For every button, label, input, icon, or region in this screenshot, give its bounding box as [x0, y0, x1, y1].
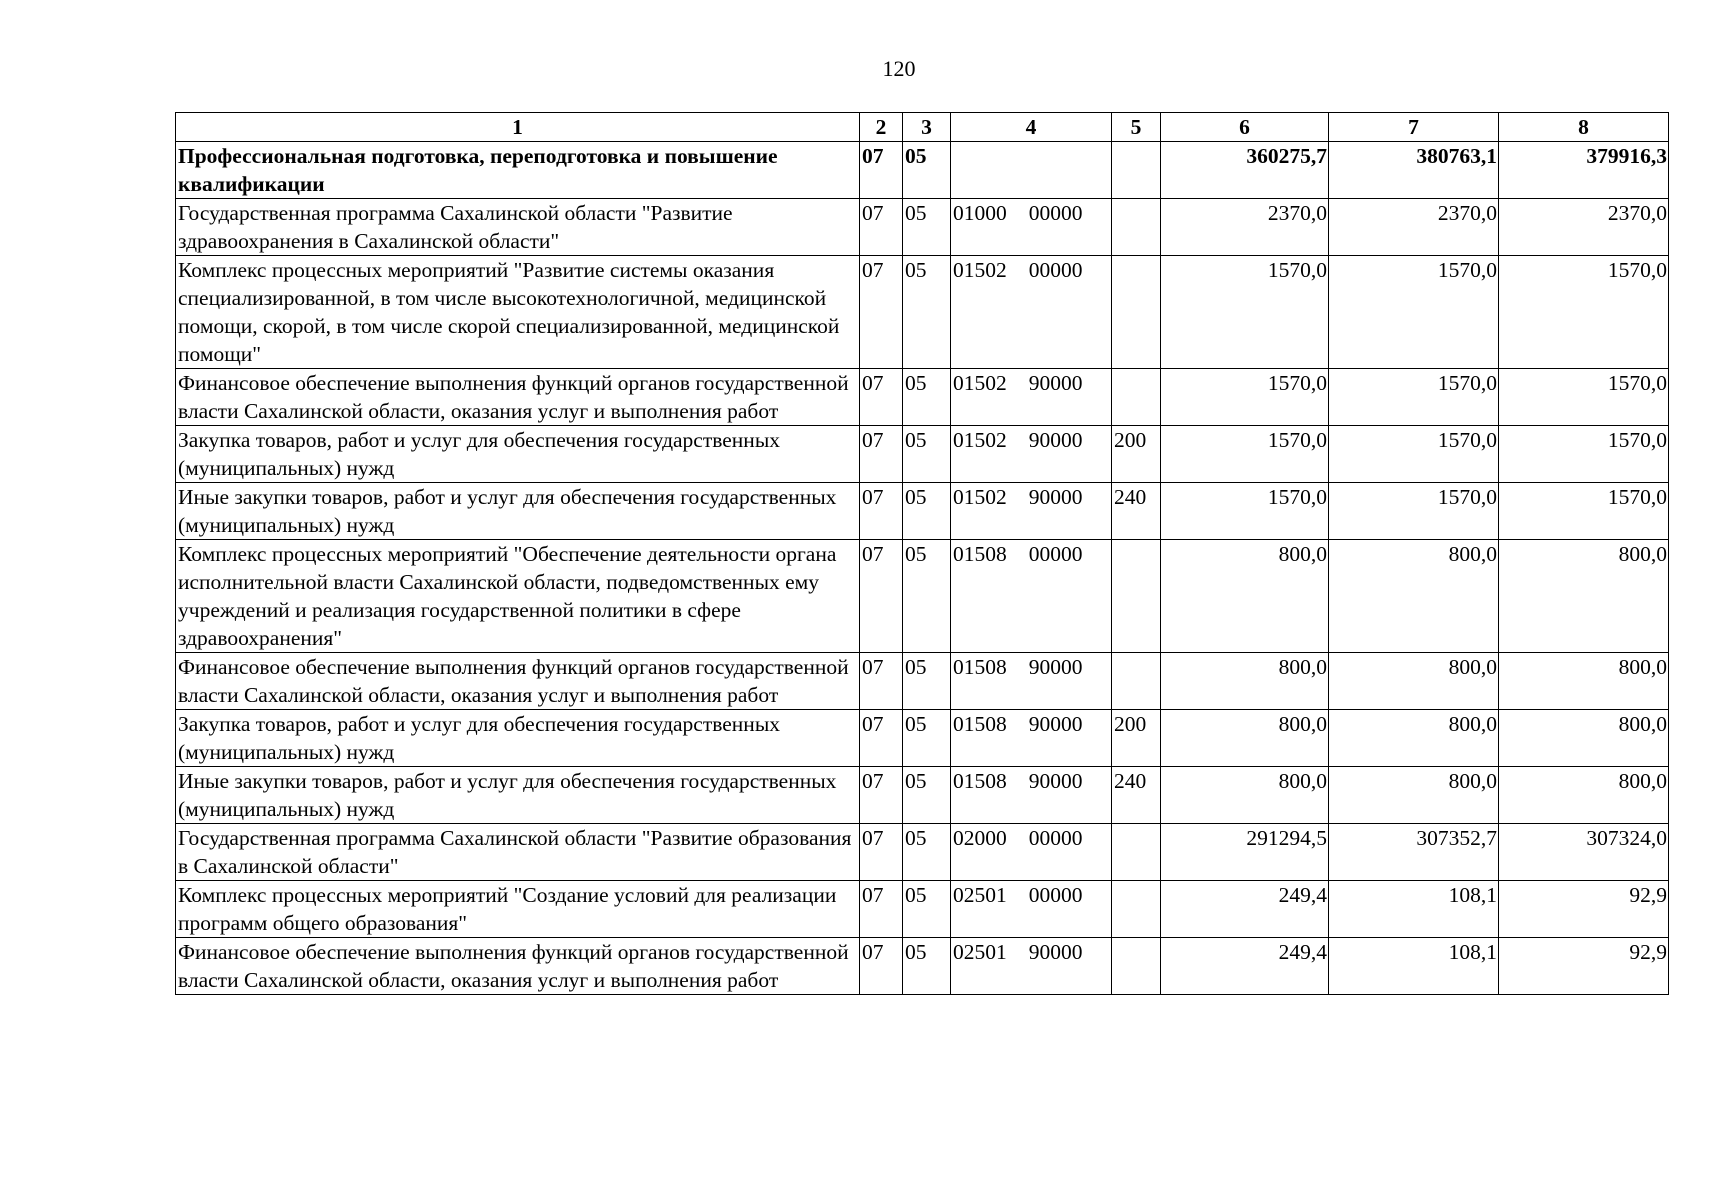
row-target-article-cell [951, 767, 1112, 824]
row-name-cell: Финансовое обеспечение выполнения функций органов государственной власти Сахалинской области, оказания услуг и выполнения работ [176, 653, 860, 710]
row-section-cell: 07 [860, 142, 903, 199]
row-target-article-cell [951, 142, 1112, 199]
page-number: 120 [882, 56, 916, 81]
row-value-year-3-cell: 1570,0 [1499, 256, 1669, 369]
target-article-direction-code: 90000 [1028, 769, 1083, 793]
table-row [176, 426, 1669, 483]
row-name-cell: Финансовое обеспечение выполнения функций органов государственной власти Сахалинской области, оказания услуг и выполнения работ [176, 938, 860, 995]
row-value-year-1-cell: 800,0 [1161, 767, 1329, 824]
row-expense-type-cell [1112, 142, 1161, 199]
row-expense-type-cell: 240 [1112, 483, 1161, 540]
row-section-cell: 07 [860, 256, 903, 369]
row-section-cell: 07 [860, 199, 903, 256]
target-article-program-code: 01502 [953, 428, 1007, 452]
target-article-program-code: 01508 [953, 542, 1007, 566]
row-target-article-cell [951, 540, 1112, 653]
row-value-year-2-cell: 380763,1 [1329, 142, 1499, 199]
row-section-cell: 07 [860, 710, 903, 767]
row-target-article-cell [951, 199, 1112, 256]
row-value-year-1-cell: 1570,0 [1161, 369, 1329, 426]
row-name-cell: Иные закупки товаров, работ и услуг для обеспечения государственных (муниципальных) нужд [176, 483, 860, 540]
row-value-year-3-cell: 800,0 [1499, 540, 1669, 653]
row-subsection-cell: 05 [903, 256, 951, 369]
header-cell-target-article: 4 [951, 113, 1112, 142]
table-row [176, 653, 1669, 710]
row-value-year-3-cell: 1570,0 [1499, 426, 1669, 483]
row-subsection-cell: 05 [903, 142, 951, 199]
row-value-year-2-cell: 800,0 [1329, 540, 1499, 653]
row-value-year-3-cell: 800,0 [1499, 710, 1669, 767]
header-cell-year-1: 6 [1161, 113, 1329, 142]
row-value-year-2-cell: 2370,0 [1329, 199, 1499, 256]
row-value-year-3-cell: 800,0 [1499, 653, 1669, 710]
target-article-direction-code: 90000 [1028, 485, 1083, 509]
row-subsection-cell: 05 [903, 767, 951, 824]
row-value-year-2-cell: 1570,0 [1329, 369, 1499, 426]
row-expense-type-cell: 240 [1112, 767, 1161, 824]
row-value-year-3-cell: 92,9 [1499, 881, 1669, 938]
row-expense-type-cell [1112, 256, 1161, 369]
table-row [176, 881, 1669, 938]
row-target-article-cell [951, 824, 1112, 881]
row-target-article-cell [951, 426, 1112, 483]
row-subsection-cell: 05 [903, 710, 951, 767]
row-target-article-cell [951, 483, 1112, 540]
row-value-year-3-cell: 1570,0 [1499, 483, 1669, 540]
row-section-cell: 07 [860, 881, 903, 938]
row-section-cell: 07 [860, 767, 903, 824]
row-value-year-2-cell: 800,0 [1329, 710, 1499, 767]
row-value-year-2-cell: 1570,0 [1329, 426, 1499, 483]
target-article-direction-code: 90000 [1028, 428, 1083, 452]
target-article-direction-code: 00000 [1028, 826, 1083, 850]
target-article-program-code: 01508 [953, 769, 1007, 793]
target-article-program-code: 01502 [953, 371, 1007, 395]
header-cell-year-2: 7 [1329, 113, 1499, 142]
row-value-year-2-cell: 1570,0 [1329, 256, 1499, 369]
row-expense-type-cell [1112, 369, 1161, 426]
row-expense-type-cell [1112, 824, 1161, 881]
target-article-program-code: 01502 [953, 485, 1007, 509]
target-article-program-code: 01502 [953, 258, 1007, 282]
row-value-year-1-cell: 360275,7 [1161, 142, 1329, 199]
row-value-year-1-cell: 800,0 [1161, 540, 1329, 653]
row-section-cell: 07 [860, 824, 903, 881]
row-target-article-cell [951, 938, 1112, 995]
header-cell-year-3: 8 [1499, 113, 1669, 142]
row-section-cell: 07 [860, 938, 903, 995]
row-value-year-2-cell: 108,1 [1329, 881, 1499, 938]
row-value-year-1-cell: 249,4 [1161, 881, 1329, 938]
target-article-direction-code: 90000 [1028, 371, 1083, 395]
row-subsection-cell: 05 [903, 483, 951, 540]
row-name-cell: Комплекс процессных мероприятий "Создание условий для реализации программ общего образования" [176, 881, 860, 938]
target-article-direction-code: 00000 [1028, 542, 1083, 566]
row-subsection-cell: 05 [903, 881, 951, 938]
row-section-cell: 07 [860, 426, 903, 483]
row-value-year-1-cell: 1570,0 [1161, 426, 1329, 483]
target-article-program-code: 02501 [953, 883, 1007, 907]
row-value-year-1-cell: 2370,0 [1161, 199, 1329, 256]
row-section-cell: 07 [860, 540, 903, 653]
row-value-year-1-cell: 249,4 [1161, 938, 1329, 995]
row-target-article-cell [951, 710, 1112, 767]
header-cell-expense-type: 5 [1112, 113, 1161, 142]
table-row [176, 142, 1669, 199]
table-row [176, 540, 1669, 653]
row-subsection-cell: 05 [903, 199, 951, 256]
row-value-year-1-cell: 800,0 [1161, 653, 1329, 710]
row-expense-type-cell [1112, 881, 1161, 938]
table-row [176, 369, 1669, 426]
row-value-year-2-cell: 800,0 [1329, 653, 1499, 710]
row-name-cell: Финансовое обеспечение выполнения функций органов государственной власти Сахалинской области, оказания услуг и выполнения работ [176, 369, 860, 426]
row-name-cell: Иные закупки товаров, работ и услуг для обеспечения государственных (муниципальных) нужд [176, 767, 860, 824]
row-value-year-3-cell: 92,9 [1499, 938, 1669, 995]
target-article-direction-code: 00000 [1028, 883, 1083, 907]
table-row [176, 824, 1669, 881]
table-row [176, 938, 1669, 995]
row-value-year-2-cell: 307352,7 [1329, 824, 1499, 881]
header-row [176, 113, 1669, 142]
row-expense-type-cell: 200 [1112, 426, 1161, 483]
row-value-year-3-cell: 307324,0 [1499, 824, 1669, 881]
row-target-article-cell [951, 256, 1112, 369]
row-value-year-3-cell: 1570,0 [1499, 369, 1669, 426]
row-expense-type-cell: 200 [1112, 710, 1161, 767]
row-subsection-cell: 05 [903, 369, 951, 426]
row-name-cell: Государственная программа Сахалинской области "Развитие образования в Сахалинской области" [176, 824, 860, 881]
row-subsection-cell: 05 [903, 540, 951, 653]
row-value-year-3-cell: 800,0 [1499, 767, 1669, 824]
table-row [176, 256, 1669, 369]
row-value-year-2-cell: 108,1 [1329, 938, 1499, 995]
target-article-direction-code: 00000 [1028, 258, 1083, 282]
target-article-program-code: 01508 [953, 712, 1007, 736]
row-name-cell: Государственная программа Сахалинской области "Развитие здравоохранения в Сахалинской области" [176, 199, 860, 256]
budget-table [175, 112, 1669, 995]
row-value-year-3-cell: 2370,0 [1499, 199, 1669, 256]
row-target-article-cell [951, 653, 1112, 710]
target-article-program-code: 01508 [953, 655, 1007, 679]
row-section-cell: 07 [860, 369, 903, 426]
row-value-year-3-cell: 379916,3 [1499, 142, 1669, 199]
row-name-cell: Комплекс процессных мероприятий "Развитие системы оказания специализированной, в том числе высокотехнологичной, медицинской помощи, скорой, в том числе скорой специализированной, медицинской помощи" [176, 256, 860, 369]
table-row [176, 767, 1669, 824]
table-row [176, 483, 1669, 540]
row-section-cell: 07 [860, 483, 903, 540]
target-article-direction-code: 90000 [1028, 940, 1083, 964]
row-subsection-cell: 05 [903, 426, 951, 483]
row-target-article-cell [951, 881, 1112, 938]
row-value-year-1-cell: 1570,0 [1161, 256, 1329, 369]
row-target-article-cell [951, 369, 1112, 426]
table-body [176, 142, 1669, 995]
row-name-cell: Комплекс процессных мероприятий "Обеспечение деятельности органа исполнительной власти Сахалинской области, подведомственных ему учреждений и реализация государственной политики в сфере здравоохранения" [176, 540, 860, 653]
row-subsection-cell: 05 [903, 938, 951, 995]
target-article-program-code: 01000 [953, 201, 1007, 225]
target-article-direction-code: 00000 [1028, 201, 1083, 225]
row-value-year-2-cell: 800,0 [1329, 767, 1499, 824]
row-name-cell: Профессиональная подготовка, переподготовка и повышение квалификации [176, 142, 860, 199]
table-row [176, 199, 1669, 256]
row-subsection-cell: 05 [903, 824, 951, 881]
table-row [176, 710, 1669, 767]
row-value-year-1-cell: 291294,5 [1161, 824, 1329, 881]
target-article-program-code: 02501 [953, 940, 1007, 964]
row-subsection-cell: 05 [903, 653, 951, 710]
row-name-cell: Закупка товаров, работ и услуг для обеспечения государственных (муниципальных) нужд [176, 426, 860, 483]
header-cell-section: 2 [860, 113, 903, 142]
row-expense-type-cell [1112, 199, 1161, 256]
target-article-direction-code: 90000 [1028, 655, 1083, 679]
row-value-year-2-cell: 1570,0 [1329, 483, 1499, 540]
target-article-program-code: 02000 [953, 826, 1007, 850]
header-cell-subsection: 3 [903, 113, 951, 142]
row-value-year-1-cell: 1570,0 [1161, 483, 1329, 540]
header-cell-name: 1 [176, 113, 860, 142]
row-name-cell: Закупка товаров, работ и услуг для обеспечения государственных (муниципальных) нужд [176, 710, 860, 767]
row-expense-type-cell [1112, 938, 1161, 995]
row-expense-type-cell [1112, 540, 1161, 653]
row-value-year-1-cell: 800,0 [1161, 710, 1329, 767]
row-expense-type-cell [1112, 653, 1161, 710]
target-article-direction-code: 90000 [1028, 712, 1083, 736]
row-section-cell: 07 [860, 653, 903, 710]
